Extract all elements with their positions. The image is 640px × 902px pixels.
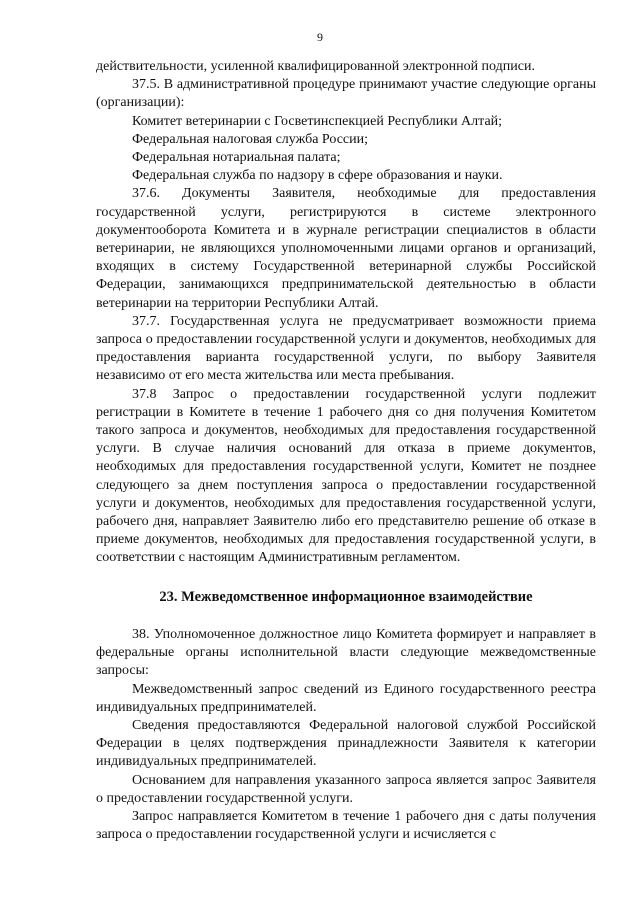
paragraph-request-timing: Запрос направляется Комитетом в течение 1 рабочего дня с даты получения запроса о предоставлении государственной услуги и исчисляется с	[96, 808, 596, 843]
list-item-notary-chamber: Федеральная нотариальная палата;	[132, 150, 341, 166]
paragraph-egrip-request: Межведомственный запрос сведений из Единого государственного реестра индивидуальных предпринимателей.	[96, 681, 596, 715]
list-item-committee: Комитет ветеринарии с Госветинспекцией Республики Алтай;	[132, 113, 503, 129]
list-item-tax-service: Федеральная налоговая служба России;	[132, 131, 368, 147]
list-item-education-supervision: Федеральная служба по надзору в сфере образования и науки.	[132, 168, 503, 184]
page-number: 9	[317, 30, 323, 44]
paragraph-37-6: 37.6. Документы Заявителя, необходимые для предоставления государственной услуги, регистрируются в системе электронного документооборота Комитета и в журнале регистрации специалистов в области ветеринарии, не являющихся уполномоченными лицами органов и организаций, входящих в систему Государственной ветеринарной службы Российской Федерации, занимающихся предпринимательской деятельностью в области ветеринарии на территории Республики Алтай.	[96, 186, 596, 311]
paragraph-continuation: действительности, усиленной квалифицированной электронной подписи.	[96, 59, 535, 74]
paragraph-37-8: 37.8 Запрос о предоставлении государственной услуги подлежит регистрации в Комитете в течение 1 рабочего дня со дня получения Комитетом такого запроса и документов, необходимых для предоставления государственной услуги. В случае наличия оснований для отказа в приеме документов, необходимых для предоставления государственной услуги, Комитет не позднее следующего за днем поступления запроса о предоставлении государственной услуги и документов, необходимых для предоставления государственной услуги, рабочего дня, направляет Заявителю либо его представителю решение об отказе в приеме документов, необходимых для предоставления государственной услуги, в соответствии с настоящим Административным регламентом.	[96, 386, 596, 566]
paragraph-38: 38. Уполномоченное должностное лицо Комитета формирует и направляет в федеральные органы исполнительной власти следующие межведомственные запросы:	[96, 626, 596, 679]
paragraph-37-5: 37.5. В административной процедуре принимают участие следующие органы (организации):	[96, 77, 596, 111]
section-title: 23. Межведомственное информационное взаимодействие	[159, 588, 533, 605]
document-body	[96, 58, 596, 844]
paragraph-request-basis: Основанием для направления указанного запроса является запрос Заявителя о предоставлении государственной услуги.	[96, 772, 596, 806]
paragraph-37-7: 37.7. Государственная услуга не предусматривает возможности приема запроса о предоставлении государственной услуги и документов, необходимых для предоставления варианта государственной услуги, по выбору Заявителя независимо от его места жительства или места пребывания.	[96, 313, 596, 384]
paragraph-info-provided: Сведения предоставляются Федеральной налоговой службой Российской Федерации в целях подтверждения принадлежности Заявителя к категории индивидуальных предпринимателей.	[96, 717, 596, 770]
